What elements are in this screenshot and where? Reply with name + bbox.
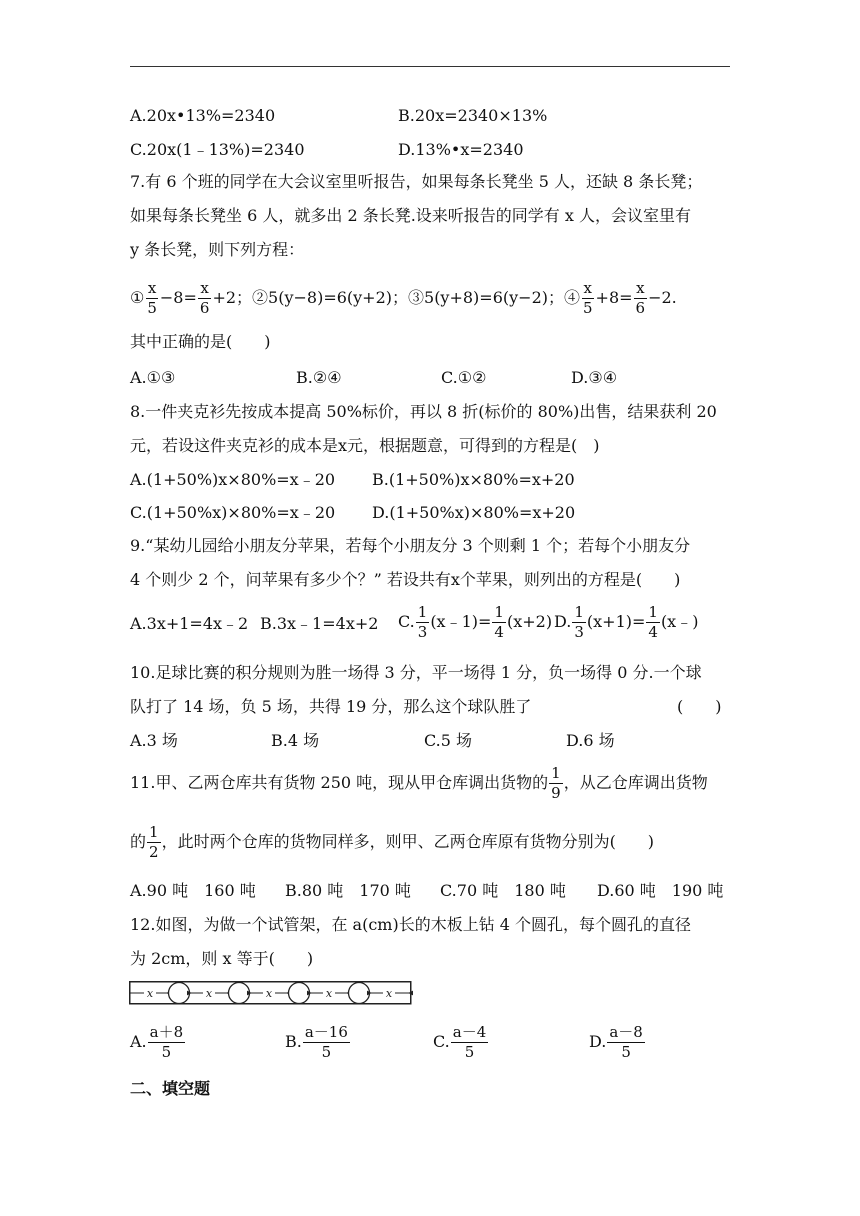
option-letter: C. [398, 612, 415, 631]
numerator: x [636, 279, 645, 297]
q12-option-d [589, 1020, 646, 1064]
q11-line-2 [130, 824, 654, 860]
numerator: x [583, 279, 592, 297]
q12-option-b [285, 1020, 351, 1064]
q10-line-1: 10.足球比赛的积分规则为胜一场得 3 分，平一场得 1 分，负一场得 0 分.一个球 [130, 663, 702, 682]
fraction [572, 605, 586, 640]
option-text: (x+1)= [586, 612, 646, 631]
q7-option-c: C.①② [441, 368, 487, 387]
test-tube-rack-figure [129, 981, 413, 1007]
q8-line-2: 元，若设这件夹克衫的成本是x元，根据题意，可得到的方程是( ) [130, 436, 600, 455]
gap-1 [131, 987, 167, 1000]
q6-option-c: C.20x(1﹣13%)=2340 [130, 140, 305, 159]
numerator: 1 [417, 603, 428, 621]
option-letter: D. [554, 612, 572, 631]
q6-option-d: D.13%•x=2340 [398, 140, 524, 159]
q11-text: 11.甲、乙两仓库共有货物 250 吨，现从甲仓库调出货物的 [130, 773, 549, 792]
gap-label: x [146, 987, 154, 1000]
q9-option-c [398, 604, 552, 640]
q11-text: ，此时两个仓库的货物同样多，则甲、乙两仓库原有货物分别为( ) [161, 832, 655, 851]
numerator: a＋8 [149, 1023, 184, 1041]
q7-line-1: 7.有 6 个班的同学在大会议室里听报告，如果每条长凳坐 5 人，还缺 8 条长凳； [130, 172, 703, 191]
eq-text: +8= [595, 288, 633, 307]
q11-line-1 [130, 765, 708, 801]
numerator: a－16 [304, 1023, 348, 1041]
q8-option-c: C.(1+50%x)×80%=x﹣20 [130, 503, 336, 522]
denominator: 5 [583, 299, 593, 317]
q12-option-c [433, 1020, 489, 1064]
q8-line-1: 8.一件夹克衫先按成本提高 50%标价，再以 8 折(标价的 80%)出售，结果获利 20 [130, 402, 717, 421]
q6-option-b: B.20x=2340×13% [398, 106, 548, 125]
numerator: x [200, 279, 209, 297]
q9-option-d [554, 604, 698, 640]
denominator: 5 [621, 1043, 631, 1061]
fraction [148, 1025, 186, 1060]
numerator: x [147, 279, 157, 297]
q7-option-b: B.②④ [296, 368, 342, 387]
numerator: 1 [551, 764, 561, 782]
q7-ask: 其中正确的是( ) [130, 332, 271, 351]
q9-option-a: A.3x+1=4x﹣2 [130, 614, 249, 633]
numerator: 1 [149, 823, 159, 841]
gap-label: x [205, 987, 213, 1000]
numerator: 1 [494, 603, 504, 621]
fraction [416, 605, 430, 640]
fraction [303, 1025, 350, 1060]
denominator: 4 [648, 623, 658, 641]
hole-4 [349, 983, 370, 1004]
denominator: 3 [417, 623, 428, 641]
denominator: 9 [551, 784, 561, 802]
fraction [451, 1025, 489, 1060]
q11-option-c: C.70 吨 180 吨 [440, 881, 566, 900]
q8-option-d: D.(1+50%x)×80%=x+20 [372, 503, 576, 522]
numerator: a－8 [609, 1023, 643, 1041]
gap-label: x [325, 987, 333, 1000]
fraction [634, 281, 648, 316]
fraction [607, 1025, 645, 1060]
fraction [492, 605, 506, 640]
fraction [581, 281, 595, 316]
option-letter: A. [130, 1032, 147, 1051]
q8-option-b: B.(1+50%)x×80%=x+20 [372, 470, 575, 489]
denominator: 3 [574, 623, 584, 641]
fraction [145, 281, 159, 316]
q12-line-1: 12.如图，为做一个试管架，在 a(cm)长的木板上钻 4 个圆孔，每个圆孔的直径 [130, 915, 692, 934]
eq-text: +2；②5(y−8)=6(y+2)；③5(y+8)=6(y−2)；④ [212, 288, 580, 307]
option-letter: D. [589, 1032, 607, 1051]
denominator: 2 [149, 843, 159, 861]
q11-option-d: D.60 吨 190 吨 [597, 881, 724, 900]
q10-option-d: D.6 场 [566, 731, 615, 750]
denominator: 5 [147, 299, 157, 317]
q11-text: 的 [130, 832, 147, 851]
header-rule [130, 66, 730, 67]
gap-label: x [265, 987, 273, 1000]
q8-option-a: A.(1+50%)x×80%=x﹣20 [130, 470, 336, 489]
numerator: 1 [648, 603, 658, 621]
numerator: a－4 [452, 1023, 487, 1041]
fraction [198, 281, 212, 316]
q7-equations [130, 280, 677, 316]
q11-option-b: B.80 吨 170 吨 [285, 881, 411, 900]
q7-option-a: A.①③ [130, 368, 176, 387]
denominator: 5 [464, 1043, 475, 1061]
fraction [549, 766, 563, 801]
option-text: (x﹣1)= [430, 612, 492, 631]
q10-option-a: A.3 场 [130, 731, 178, 750]
q11-text: ，从乙仓库调出货物 [563, 773, 708, 792]
q7-line-3: y 条长凳，则下列方程： [130, 240, 305, 259]
q6-option-a: A.20x•13%=2340 [130, 106, 276, 125]
option-letter: B. [285, 1032, 302, 1051]
q11-option-a: A.90 吨 160 吨 [130, 881, 256, 900]
gap-5 [371, 987, 409, 1000]
option-letter: C. [433, 1032, 450, 1051]
fraction [147, 825, 161, 860]
q7-option-d: D.③④ [571, 368, 618, 387]
eq-text: −2. [648, 288, 677, 307]
section-heading-fill-in: 二、填空题 [130, 1079, 211, 1098]
q10-line-2: 队打了 14 场，负 5 场，共得 19 分，那么这个球队胜了 [130, 697, 532, 716]
denominator: 6 [199, 299, 210, 317]
hole-3 [289, 983, 310, 1004]
gap-label: x [385, 987, 393, 1000]
q9-option-b: B.3x﹣1=4x+2 [260, 614, 379, 633]
gap-4 [311, 987, 347, 1000]
option-text: (x+2) [506, 612, 553, 631]
q10-option-c: C.5 场 [424, 731, 473, 750]
eq-text: −8= [159, 288, 197, 307]
gap-3 [251, 987, 287, 1000]
denominator: 4 [494, 623, 504, 641]
hole-1 [169, 983, 190, 1004]
denominator: 5 [161, 1043, 172, 1061]
q9-line-1: 9.“某幼儿园给小朋友分苹果，若每个小朋友分 3 个则剩 1 个；若每个小朋友分 [130, 536, 691, 555]
gap-2 [191, 987, 227, 1000]
q9-line-2: 4 个则少 2 个，问苹果有多少个？” 若设共有x个苹果，则列出的方程是( ) [130, 570, 681, 589]
eq-text: ① [130, 288, 145, 307]
q12-option-a [130, 1020, 186, 1064]
denominator: 5 [321, 1043, 332, 1061]
numerator: 1 [574, 603, 584, 621]
q10-option-b: B.4 场 [271, 731, 320, 750]
q12-line-2: 为 2cm，则 x 等于( ) [130, 949, 314, 968]
hole-2 [229, 983, 250, 1004]
option-text: (x﹣) [660, 612, 699, 631]
denominator: 6 [635, 299, 646, 317]
q10-answer-paren: ( ) [677, 697, 722, 716]
q7-line-2: 如果每条长凳坐 6 人，就多出 2 条长凳.设来听报告的同学有 x 人，会议室里有 [130, 206, 691, 225]
fraction [646, 605, 660, 640]
